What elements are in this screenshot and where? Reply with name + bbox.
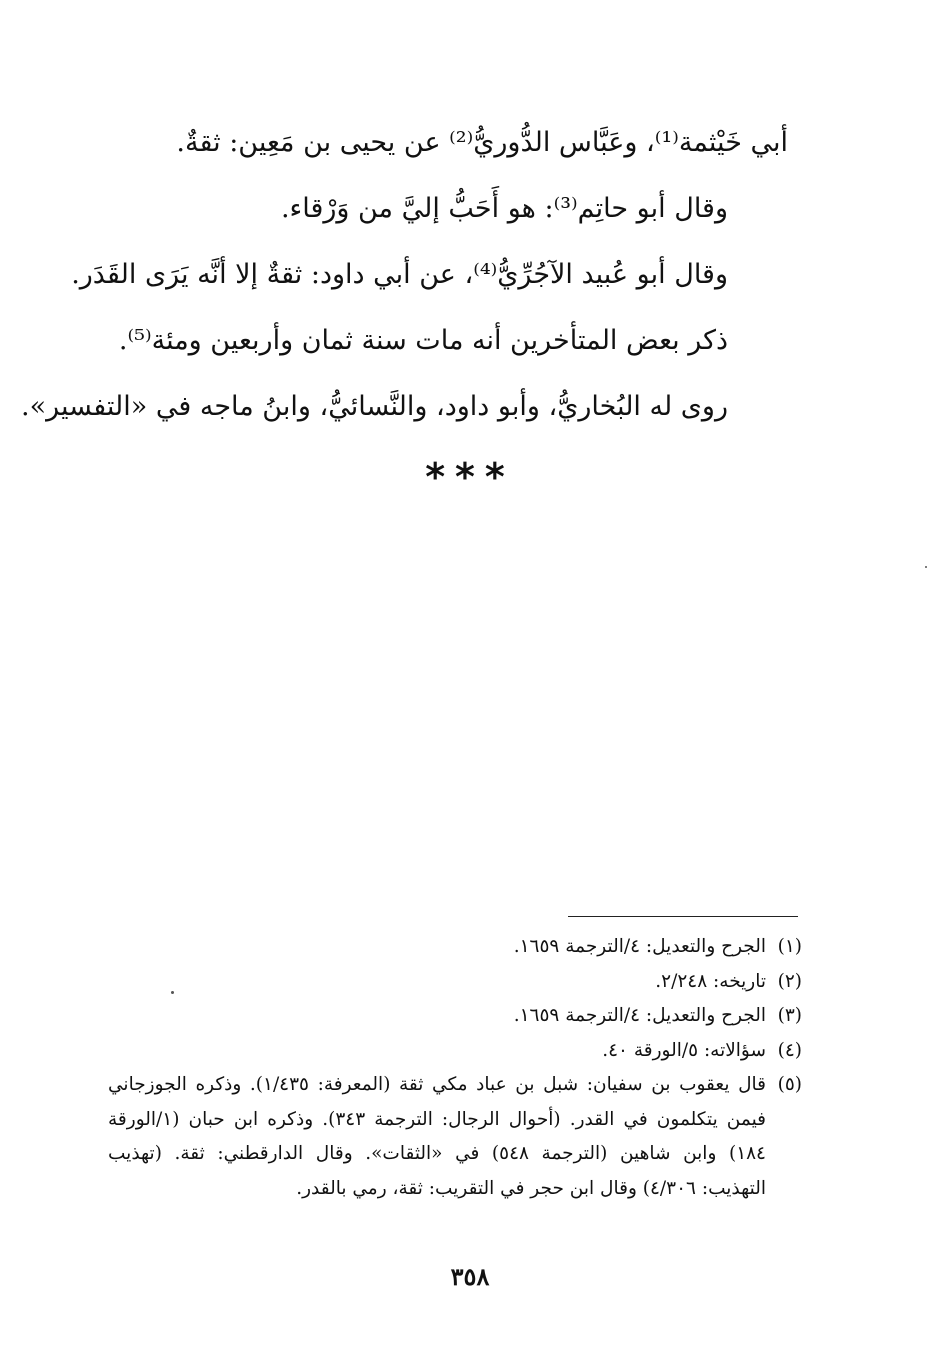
footnote-4: [108, 1034, 802, 1069]
footnote-5: [108, 1068, 802, 1206]
footnote-number: (٤): [777, 1039, 802, 1061]
footnote-text: تاريخه: ٢/٢٤٨.: [655, 970, 766, 992]
main-text: [21, 110, 788, 440]
footnote-divider: [568, 916, 798, 917]
paragraph-4: ذكر بعض المتأخرين أنه مات سنة ثمان وأربعين ومئة⁽⁵⁾.: [118, 325, 728, 356]
paragraph-2: وقال أبو حاتِم⁽³⁾: هو أَحَبُّ إليَّ من وَرْقاء.: [280, 193, 728, 224]
footnote-text: الجرح والتعديل: ٤/الترجمة ١٦٥٩.: [513, 936, 766, 957]
paragraph-1: أبي خَيْثمة⁽¹⁾، وعَبَّاس الدُّوريُّ⁽²⁾ عن يحيى بن مَعِين: ثقةٌ.: [176, 127, 788, 158]
scan-speck: [171, 991, 174, 994]
footnote-3: [108, 999, 802, 1034]
paragraph-5: روى له البُخاريُّ، وأبو داود، والنَّسائيُّ، وابنُ ماجه في «التفسير».: [21, 391, 728, 422]
footnote-text: قال يعقوب بن سفيان: شبل بن عباد مكي ثقة (المعرفة: ١/٤٣٥). وذكره الجوزجاني فيمن يتكلمون في القدر. (أحوال الرجال: الترجمة ٣٤٣). وذكره ابن حبان (١/الورقة ١٨٤) وابن شاهين (الترجمة ٥٤٨) في «الثقات». وقال الدارقطني: ثقة. (تهذيب التهذيب: ٤/٣٠٦) وقال ابن حجر في التقريب: ثقة، رمي بالقدر.: [108, 1074, 766, 1199]
footnote-text: الجرح والتعديل: ٤/الترجمة ١٦٥٩.: [513, 1005, 766, 1026]
section-separator: ***: [425, 455, 515, 499]
footnote-number: (١): [777, 936, 802, 957]
paragraph-3: وقال أبو عُبيد الآجُرِّيُّ⁽⁴⁾، عن أبي داود: ثقةٌ إلا أنَّه يَرَى القَدَر.: [71, 259, 728, 290]
scan-speck: [925, 566, 927, 568]
footnote-number: (٢): [777, 970, 802, 992]
footnote-text: سؤالاته: ٥/الورقة ٤٠.: [602, 1039, 766, 1061]
footnote-1: [108, 930, 802, 965]
footnotes: [108, 930, 802, 1206]
page-number: ٣٥٨: [450, 1262, 490, 1291]
footnote-number: (٣): [777, 1005, 802, 1026]
footnote-2: [108, 965, 802, 1000]
footnote-number: (٥): [777, 1074, 802, 1095]
